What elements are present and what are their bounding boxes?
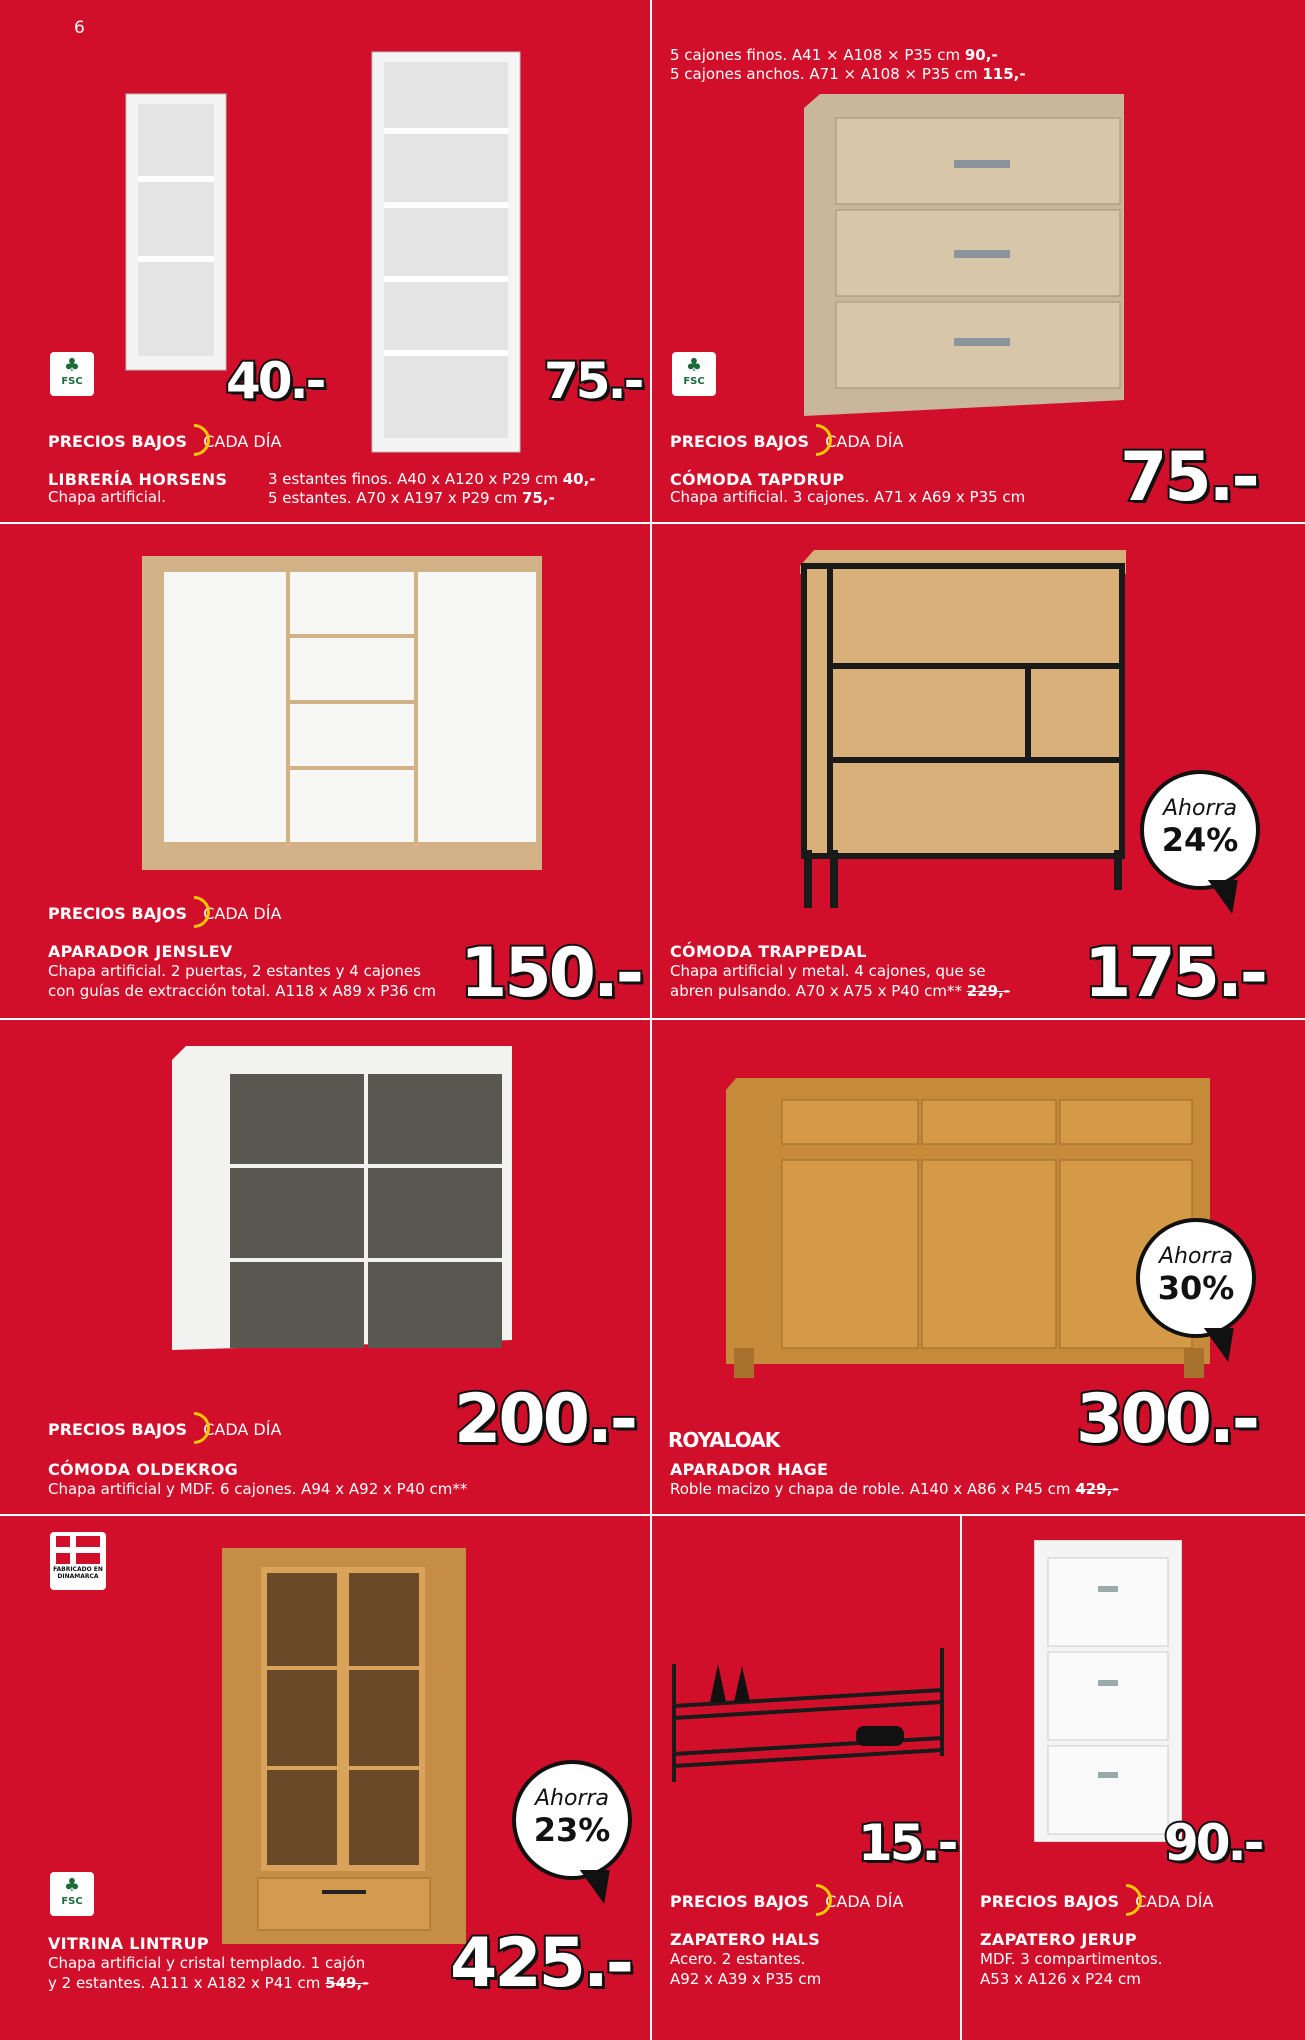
lintrup-cabinet-image xyxy=(222,1548,466,1944)
hage-desc: Roble macizo y chapa de roble. A140 x A86 x P45 cm 429,- xyxy=(670,1480,1119,1498)
divider-h2 xyxy=(0,1018,1305,1020)
hals-desc-1: Acero. 2 estantes. xyxy=(670,1950,806,1968)
trappedal-desc-1: Chapa artificial y metal. 4 cajones, que se xyxy=(670,962,986,980)
jerup-shoe-cabinet-image xyxy=(1034,1540,1182,1842)
jenslev-sideboard-image xyxy=(142,556,542,870)
divider-h1 xyxy=(0,522,1305,524)
fsc-logo: ♣ FSC xyxy=(50,1872,94,1916)
lintrup-price: 425.- xyxy=(450,1924,631,2003)
jerup-name: ZAPATERO JERUP xyxy=(980,1930,1137,1949)
divider-h3 xyxy=(0,1514,1305,1516)
trappedal-dresser-image xyxy=(800,550,1126,910)
horsens-desc: Chapa artificial. xyxy=(48,488,167,506)
lintrup-desc-1: Chapa artificial y cristal templado. 1 cajón xyxy=(48,1954,366,1972)
fsc-logo: ♣ FSC xyxy=(50,352,94,396)
made-in-denmark-badge: FABRICADO EN DINAMARCA xyxy=(50,1532,106,1590)
horsens-price-small: 40.- xyxy=(226,352,324,410)
hage-name: APARADOR HAGE xyxy=(670,1460,829,1479)
hage-price: 300.- xyxy=(1076,1380,1257,1459)
hals-shoe-rack-image xyxy=(668,1644,948,1784)
trappedal-desc-2: abren pulsando. A70 x A75 x P40 cm** 229,- xyxy=(670,982,1011,1000)
precios-bajos-logo: PRECIOS BAJOS CADA DÍA xyxy=(670,424,903,456)
bookshelf-tall-image xyxy=(370,50,522,454)
precios-bajos-logo: PRECIOS BAJOS CADA DÍA xyxy=(670,1884,903,1916)
hals-desc-2: A92 x A39 x P35 cm xyxy=(670,1970,822,1988)
lintrup-desc-2: y 2 estantes. A111 x A182 x P41 cm 549,- xyxy=(48,1974,369,1992)
page-number: 6 xyxy=(74,18,85,38)
divider-v1 xyxy=(650,0,652,2040)
tapdrup-specs: 5 cajones finos. A41 × A108 × P35 cm 90,- 5 cajones anchos. A71 × A108 × P35 cm 115,- xyxy=(670,46,1026,83)
hage-sideboard-image xyxy=(726,1078,1210,1382)
lintrup-name: VITRINA LINTRUP xyxy=(48,1934,209,1953)
oldekrog-desc: Chapa artificial y MDF. 6 cajones. A94 x A92 x P40 cm** xyxy=(48,1480,468,1498)
jerup-desc-2: A53 x A126 x P24 cm xyxy=(980,1970,1141,1988)
precios-bajos-logo: PRECIOS BAJOS CADA DÍA xyxy=(48,424,281,456)
jenslev-price: 150.- xyxy=(460,934,641,1013)
tapdrup-name: CÓMODA TAPDRUP xyxy=(670,470,845,489)
horsens-price-large: 75.- xyxy=(544,352,642,410)
oldekrog-dresser-image xyxy=(172,1046,512,1350)
trappedal-savings-bubble: Ahorra 24% xyxy=(1140,770,1260,890)
lintrup-savings-bubble: Ahorra 23% xyxy=(512,1760,632,1880)
jenslev-name: APARADOR JENSLEV xyxy=(48,942,233,961)
oldekrog-name: CÓMODA OLDEKROG xyxy=(48,1460,239,1479)
precios-bajos-logo: PRECIOS BAJOS CADA DÍA xyxy=(48,896,281,928)
precios-bajos-logo: PRECIOS BAJOS CADA DÍA xyxy=(48,1412,281,1444)
precios-bajos-logo: PRECIOS BAJOS CADA DÍA xyxy=(980,1884,1213,1916)
jenslev-desc-1: Chapa artificial. 2 puertas, 2 estantes y 4 cajones xyxy=(48,962,421,980)
tapdrup-price: 75.- xyxy=(1120,438,1257,517)
hage-savings-bubble: Ahorra 30% xyxy=(1136,1218,1256,1338)
jenslev-desc-2: con guías de extracción total. A118 x A89 x P36 cm xyxy=(48,982,437,1000)
trappedal-price: 175.- xyxy=(1084,934,1265,1013)
jerup-price: 90.- xyxy=(1164,1814,1262,1872)
royaloak-logo: ROYALOAK xyxy=(668,1428,780,1452)
bookshelf-small-image xyxy=(124,92,228,372)
tapdrup-dresser-image xyxy=(804,94,1124,416)
fsc-logo: ♣ FSC xyxy=(672,352,716,396)
hals-name: ZAPATERO HALS xyxy=(670,1930,821,1949)
hals-price: 15.- xyxy=(858,1814,956,1872)
trappedal-name: CÓMODA TRAPPEDAL xyxy=(670,942,867,961)
oldekrog-price: 200.- xyxy=(454,1380,635,1459)
divider-v2 xyxy=(960,1514,962,2040)
horsens-specs: 3 estantes finos. A40 x A120 x P29 cm 40,- 5 estantes. A70 x A197 x P29 cm 75,- xyxy=(268,470,596,507)
jerup-desc-1: MDF. 3 compartimentos. xyxy=(980,1950,1163,1968)
tapdrup-desc: Chapa artificial. 3 cajones. A71 x A69 x P35 cm xyxy=(670,488,1026,506)
horsens-name: LIBRERÍA HORSENS xyxy=(48,470,228,489)
